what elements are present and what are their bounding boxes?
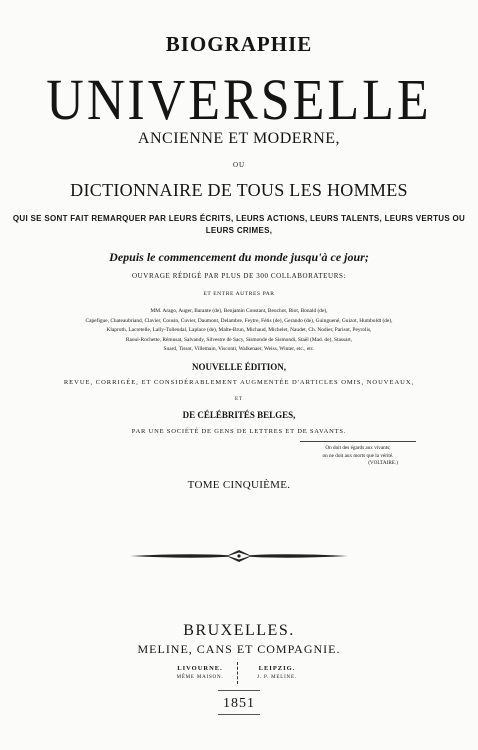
contributors-line: Suard, Tissot, Villemain, Visconti, Walkenaer, Weiss, Winter, etc., etc. bbox=[163, 346, 315, 353]
imprint-place-leipzig bbox=[244, 664, 310, 682]
imprint-place-city: LIVOURNE. bbox=[177, 665, 223, 672]
revue-line: REVUE, CORRIGÉE, ET CONSIDÉRABLEMENT AUGMENTÉE D'ARTICLES OMIS, NOUVEAUX, bbox=[63, 379, 415, 386]
title-universelle: UNIVERSELLE bbox=[46, 68, 432, 133]
title-dictionnaire: DICTIONNAIRE DE TOUS LES HOMMES bbox=[70, 180, 408, 200]
celebrites-line: DE CÉLÉBRITÉS BELGES, bbox=[182, 410, 296, 420]
imprint-city: BRUXELLES. bbox=[183, 622, 295, 639]
contributors-line: Klaproth, Lacretelle, Lally-Tollendal, Laplace (de), Malte-Brun, Michaud, Michelet, Naudet, Ch. Nodier, Parisot, Peyrolis, bbox=[106, 327, 372, 334]
epigraph-line: On doit des égards aux vivants; bbox=[325, 445, 391, 451]
imprint-year: 1851 bbox=[223, 696, 255, 711]
contributors-line: Raoul-Rochette, Rémusat, Salvandy, Silvestre de Sacy, Sismonde de Sismondi, Staël (Mad. de), Stassart, bbox=[125, 336, 353, 343]
contributors-line: MM. Arago, Auger, Barante (de), Benjamin Constant, Beuchot, Biot, Bonald (de), bbox=[150, 308, 328, 314]
imprint-publisher: MELINE, CANS ET COMPAGNIE. bbox=[137, 642, 341, 656]
tome-line: TOME CINQUIÈME. bbox=[187, 479, 291, 491]
societe-line: PAR UNE SOCIÉTÉ DE GENS DE LETTRES ET DE SAVANTS. bbox=[131, 428, 347, 435]
epigraph-author: (VOLTAIRE.) bbox=[368, 460, 398, 466]
epigraph-line: on ne doit aux morts que la vérité. bbox=[322, 452, 394, 459]
et-line: ET bbox=[234, 397, 244, 402]
year-rule-top bbox=[218, 690, 260, 691]
title-ou: OU bbox=[232, 161, 246, 169]
contributors-list bbox=[0, 307, 478, 355]
ouvrage-line: OUVRAGE RÉDIGÉ PAR PLUS DE 300 COLLABORATEURS: bbox=[131, 272, 347, 280]
imprint-separator bbox=[237, 662, 239, 684]
since-line: Depuis le commencement du monde jusqu'à ce jour; bbox=[109, 250, 369, 264]
imprint-place-livourne bbox=[170, 664, 230, 682]
edition-line: NOUVELLE ÉDITION, bbox=[191, 362, 287, 372]
title-biographie: BIOGRAPHIE bbox=[165, 32, 313, 56]
imprint-place-name: MÊME MAISON. bbox=[176, 675, 224, 680]
subtitle-line-2: LEURS CRIMES, bbox=[205, 226, 273, 235]
ornament-rule bbox=[128, 547, 350, 565]
entre-autres-line: ET ENTRE AUTRES PAR bbox=[203, 291, 275, 297]
year-rule-bottom bbox=[218, 714, 260, 715]
contributors-line: Capefigue, Chateaubriand, Clavier, Cousin, Cuvier, Daumont, Delambre, Feytre, Fétis (de), Gerando (de), Guinguené, Guizot, Humboldt (de), bbox=[85, 317, 393, 324]
subtitle-line-1: QUI SE SONT FAIT REMARQUER PAR LEURS ÉCRITS, LEURS ACTIONS, LEURS TALENTS, LEURS VERTUS OU bbox=[12, 214, 466, 223]
title-ancienne-moderne: ANCIENNE ET MODERNE, bbox=[137, 130, 341, 147]
imprint-place-name: J. P. MELINE. bbox=[257, 675, 297, 680]
imprint-place-city: LEIPZIG. bbox=[258, 665, 296, 672]
epigraph bbox=[300, 441, 416, 468]
